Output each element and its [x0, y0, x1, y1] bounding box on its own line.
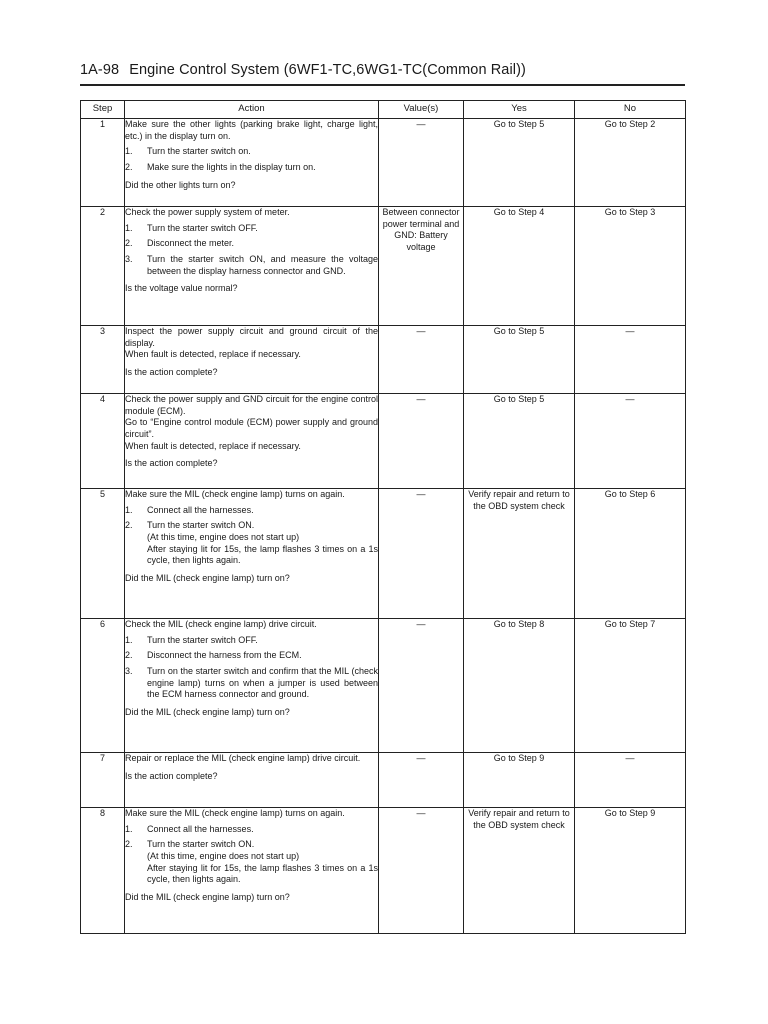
- step-number: 3: [81, 326, 125, 394]
- column-header-value: Value(s): [379, 101, 464, 119]
- table-row: [81, 808, 686, 934]
- action-cell: [125, 326, 379, 394]
- yes-cell: Go to Step 5: [464, 119, 575, 207]
- value-cell: —: [379, 489, 464, 619]
- action-question: Is the voltage value normal?: [125, 283, 238, 294]
- table-row: [81, 753, 686, 808]
- yes-cell: Go to Step 8: [464, 619, 575, 753]
- table-header-row: [81, 101, 686, 119]
- no-cell: —: [575, 394, 686, 489]
- yes-cell: Go to Step 4: [464, 207, 575, 326]
- section-title: Engine Control System (6WF1-TC,6WG1-TC(Common Rail)): [129, 62, 526, 78]
- list-item: 2. Make sure the lights in the display turn on.: [125, 162, 316, 173]
- action-question: Is the action complete?: [125, 458, 218, 469]
- action-text: Check the power supply and GND circuit for the engine control module (ECM).: [125, 394, 378, 416]
- action-text: Make sure the MIL (check engine lamp) turns on again.: [125, 808, 345, 818]
- action-question: Is the action complete?: [125, 367, 218, 378]
- column-header-action: Action: [125, 101, 379, 119]
- action-text: Check the power supply system of meter.: [125, 207, 290, 217]
- header-divider: [80, 84, 685, 86]
- yes-cell: Verify repair and return to the OBD system check: [464, 808, 575, 934]
- list-item: 1. Turn the starter switch OFF.: [125, 634, 258, 645]
- list-item: 2. Turn the starter switch ON. (At this time, engine does not start up) After staying lit for 15s, the lamp flashes 3 times on a 1s cycle, then lights again.: [125, 520, 378, 566]
- note-text: After staying lit for 15s, the lamp flashes 3 times on a 1s cycle, then lights again.: [147, 543, 378, 566]
- action-question: Did the MIL (check engine lamp) turn on?: [125, 707, 290, 718]
- action-text: Make sure the other lights (parking brake light, charge light, etc.) in the display turn on.: [125, 119, 378, 141]
- table-row: [81, 489, 686, 619]
- action-cell: [125, 394, 379, 489]
- list-item: 1. Turn the starter switch on.: [125, 146, 251, 157]
- note-text: After staying lit for 15s, the lamp flashes 3 times on a 1s cycle, then lights again.: [147, 862, 378, 885]
- value-cell: —: [379, 619, 464, 753]
- yes-cell: Go to Step 5: [464, 394, 575, 489]
- no-cell: Go to Step 2: [575, 119, 686, 207]
- page-title: [80, 62, 685, 78]
- table-row: [81, 394, 686, 489]
- action-question: Is the action complete?: [125, 770, 218, 781]
- yes-cell: Go to Step 5: [464, 326, 575, 394]
- action-cell: [125, 619, 379, 753]
- table-row: [81, 326, 686, 394]
- no-cell: —: [575, 753, 686, 808]
- value-cell: —: [379, 119, 464, 207]
- list-item: 2. Disconnect the harness from the ECM.: [125, 650, 302, 661]
- step-number: 1: [81, 119, 125, 207]
- action-text: Inspect the power supply circuit and ground circuit of the display.: [125, 326, 378, 348]
- table-row: [81, 119, 686, 207]
- action-cell: [125, 207, 379, 326]
- column-header-step: Step: [81, 101, 125, 119]
- column-header-yes: Yes: [464, 101, 575, 119]
- list-item: 1. Connect all the harnesses.: [125, 504, 254, 515]
- list-item: 2. Disconnect the meter.: [125, 238, 235, 249]
- diagnostic-table: [80, 100, 686, 934]
- value-cell: —: [379, 394, 464, 489]
- action-text: Make sure the MIL (check engine lamp) turns on again.: [125, 489, 345, 499]
- value-cell: —: [379, 326, 464, 394]
- step-number: 8: [81, 808, 125, 934]
- page-header: [80, 62, 685, 78]
- action-text: Repair or replace the MIL (check engine lamp) drive circuit.: [125, 753, 361, 763]
- action-question: Did the other lights turn on?: [125, 179, 236, 190]
- action-cell: [125, 753, 379, 808]
- no-cell: —: [575, 326, 686, 394]
- step-number: 7: [81, 753, 125, 808]
- step-number: 2: [81, 207, 125, 326]
- table-row: [81, 619, 686, 753]
- note-text: (At this time, engine does not start up): [147, 851, 300, 862]
- action-text: Check the MIL (check engine lamp) drive circuit.: [125, 619, 317, 629]
- step-number: 4: [81, 394, 125, 489]
- yes-cell: Go to Step 9: [464, 753, 575, 808]
- action-cell: [125, 119, 379, 207]
- action-text: When fault is detected, replace if necessary.: [125, 440, 301, 451]
- action-text: When fault is detected, replace if necessary.: [125, 349, 301, 360]
- action-cell: [125, 489, 379, 619]
- column-header-no: No: [575, 101, 686, 119]
- value-cell: —: [379, 753, 464, 808]
- list-item: 3. Turn on the starter switch and confirm that the MIL (check engine lamp) turns on when a jumper is used between the ECM harness connector and ground.: [125, 666, 378, 700]
- list-item: 1. Turn the starter switch OFF.: [125, 222, 258, 233]
- step-number: 5: [81, 489, 125, 619]
- action-question: Did the MIL (check engine lamp) turn on?: [125, 892, 290, 903]
- action-question: Did the MIL (check engine lamp) turn on?: [125, 573, 290, 584]
- yes-cell: Verify repair and return to the OBD system check: [464, 489, 575, 619]
- list-item: 1. Connect all the harnesses.: [125, 823, 254, 834]
- action-cell: [125, 808, 379, 934]
- value-cell: Between connector power terminal and GND: Battery voltage: [379, 207, 464, 326]
- no-cell: Go to Step 9: [575, 808, 686, 934]
- page-number: 1A-98: [80, 62, 120, 78]
- action-text: Go to “Engine control module (ECM) power supply and ground circuit”.: [125, 417, 378, 440]
- list-item: 2. Turn the starter switch ON. (At this time, engine does not start up) After staying lit for 15s, the lamp flashes 3 times on a 1s cycle, then lights again.: [125, 839, 378, 885]
- no-cell: Go to Step 6: [575, 489, 686, 619]
- step-number: 6: [81, 619, 125, 753]
- value-cell: —: [379, 808, 464, 934]
- no-cell: Go to Step 3: [575, 207, 686, 326]
- no-cell: Go to Step 7: [575, 619, 686, 753]
- note-text: (At this time, engine does not start up): [147, 532, 300, 543]
- table-row: [81, 207, 686, 326]
- list-item: 3. Turn the starter switch ON, and measure the voltage between the display harness connector and GND.: [125, 254, 378, 276]
